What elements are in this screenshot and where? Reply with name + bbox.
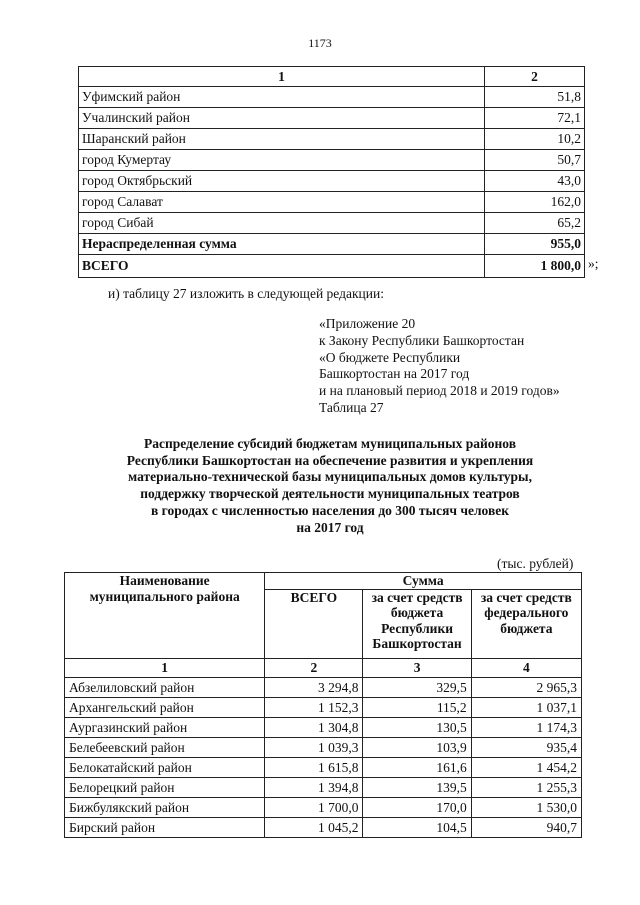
table-row: [79, 213, 585, 234]
header-district-name: [65, 573, 265, 659]
column-number: 1: [65, 658, 265, 677]
district-name: город Сибай: [79, 213, 485, 234]
federal-amount: 1 037,1: [471, 697, 581, 717]
district-name: Абзелиловский район: [65, 677, 265, 697]
header-line: за счет средств: [480, 589, 572, 605]
table-row: [65, 677, 582, 697]
unit-label: (тыс. рублей): [497, 556, 574, 571]
header-line: Республики: [381, 620, 453, 636]
district-name: Белебеевский район: [65, 737, 265, 757]
table-label: Таблица 27: [319, 399, 384, 415]
table-row: [65, 717, 582, 737]
republic-amount: 130,5: [363, 717, 471, 737]
instruction-text: и) таблицу 27 изложить в следующей редакции:: [108, 286, 384, 301]
unallocated-row: [79, 234, 585, 255]
district-name: Белокатайский район: [65, 757, 265, 777]
district-name: Аургазинский район: [65, 717, 265, 737]
federal-amount: 1 454,2: [471, 757, 581, 777]
table-row: [79, 108, 585, 129]
total-amount: 1 045,2: [265, 817, 363, 837]
amount: 51,8: [485, 87, 585, 108]
amount: 50,7: [485, 150, 585, 171]
amount: 43,0: [485, 171, 585, 192]
total-amount: 1 615,8: [265, 757, 363, 777]
title-line: Республики Башкортостан на обеспечение развития и укрепления: [126, 452, 534, 468]
district-name: Бирский район: [65, 817, 265, 837]
table-row: [65, 697, 582, 717]
district-name: Белорецкий район: [65, 777, 265, 797]
table-title: [60, 436, 600, 536]
republic-amount: 170,0: [363, 797, 471, 817]
appendix-line: «Приложение 20: [319, 316, 416, 331]
district-name: Шаранский район: [79, 129, 485, 150]
table-row: [65, 817, 582, 837]
federal-amount: 1 174,3: [471, 717, 581, 737]
amount: 72,1: [485, 108, 585, 129]
republic-amount: 104,5: [363, 817, 471, 837]
total-label: ВСЕГО: [79, 255, 485, 278]
republic-amount: 115,2: [363, 697, 471, 717]
appendix-line: «О бюджете Республики: [319, 349, 461, 365]
appendix-line: и на плановый период 2018 и 2019 годов»: [319, 383, 560, 399]
amount: 65,2: [485, 213, 585, 234]
closing-quote: »;: [588, 256, 599, 271]
table-row: [65, 757, 582, 777]
district-name: город Кумертау: [79, 150, 485, 171]
header-line: бюджета: [500, 620, 553, 636]
appendix-line: Башкортостан на 2017 год: [319, 366, 470, 382]
table-allocation-continued: [78, 66, 585, 278]
district-name: Уфимский район: [79, 87, 485, 108]
amount: 955,0: [485, 234, 585, 255]
total-amount: 1 800,0: [485, 255, 585, 278]
table-row: [79, 87, 585, 108]
column-header: 2: [485, 67, 585, 87]
total-amount: 1 039,3: [265, 737, 363, 757]
title-line: в городах с численностью населения до 300 тысяч человек: [150, 502, 510, 518]
title-line: на 2017 год: [296, 519, 364, 535]
republic-amount: 139,5: [363, 777, 471, 797]
column-number: 2: [265, 658, 363, 677]
header-line: за счет средств: [371, 589, 463, 605]
table-row: [79, 192, 585, 213]
republic-amount: 329,5: [363, 677, 471, 697]
column-number: 4: [471, 658, 581, 677]
header-line: муниципального района: [89, 588, 240, 604]
column-header: 1: [79, 67, 485, 87]
total-amount: 1 394,8: [265, 777, 363, 797]
table-header-row: [79, 67, 585, 87]
district-name: город Салават: [79, 192, 485, 213]
total-amount: 1 700,0: [265, 797, 363, 817]
amount: 162,0: [485, 192, 585, 213]
federal-amount: 935,4: [471, 737, 581, 757]
appendix-line: к Закону Республики Башкортостан: [319, 332, 525, 348]
republic-amount: 103,9: [363, 737, 471, 757]
title-line: поддержку творческой деятельности муниципальных театров: [140, 486, 520, 502]
federal-amount: 2 965,3: [471, 677, 581, 697]
table-row: [79, 171, 585, 192]
table-subsidies: [64, 572, 582, 838]
table-header-row: [65, 573, 582, 590]
column-number: 3: [363, 658, 471, 677]
amount: 10,2: [485, 129, 585, 150]
header-line: федерального: [484, 605, 569, 620]
header-total: ВСЕГО: [265, 589, 363, 658]
header-republic-budget: [363, 589, 471, 658]
district-name: Нераспределенная сумма: [79, 234, 485, 255]
header-line: Наименование: [119, 573, 210, 588]
table-row: [65, 797, 582, 817]
total-amount: 1 152,3: [265, 697, 363, 717]
district-name: Бижбулякский район: [65, 797, 265, 817]
district-name: Учалинский район: [79, 108, 485, 129]
column-number-row: [65, 658, 582, 677]
page-number: 1173: [308, 36, 332, 50]
federal-amount: 940,7: [471, 817, 581, 837]
total-amount: 1 304,8: [265, 717, 363, 737]
header-sum: Сумма: [265, 573, 582, 590]
district-name: город Октябрьский: [79, 171, 485, 192]
republic-amount: 161,6: [363, 757, 471, 777]
table-row: [65, 737, 582, 757]
federal-amount: 1 255,3: [471, 777, 581, 797]
title-line: материально-технической базы муниципальных домов культуры,: [128, 469, 532, 485]
federal-amount: 1 530,0: [471, 797, 581, 817]
total-row: [79, 255, 585, 278]
total-amount: 3 294,8: [265, 677, 363, 697]
table-row: [65, 777, 582, 797]
header-federal-budget: [471, 589, 581, 658]
appendix-header: [319, 316, 560, 417]
header-line: Башкортостан: [372, 636, 462, 651]
district-name: Архангельский район: [65, 697, 265, 717]
title-line: Распределение субсидий бюджетам муниципальных районов: [143, 436, 517, 451]
table-row: [79, 129, 585, 150]
header-line: бюджета: [390, 605, 444, 620]
table-row: [79, 150, 585, 171]
